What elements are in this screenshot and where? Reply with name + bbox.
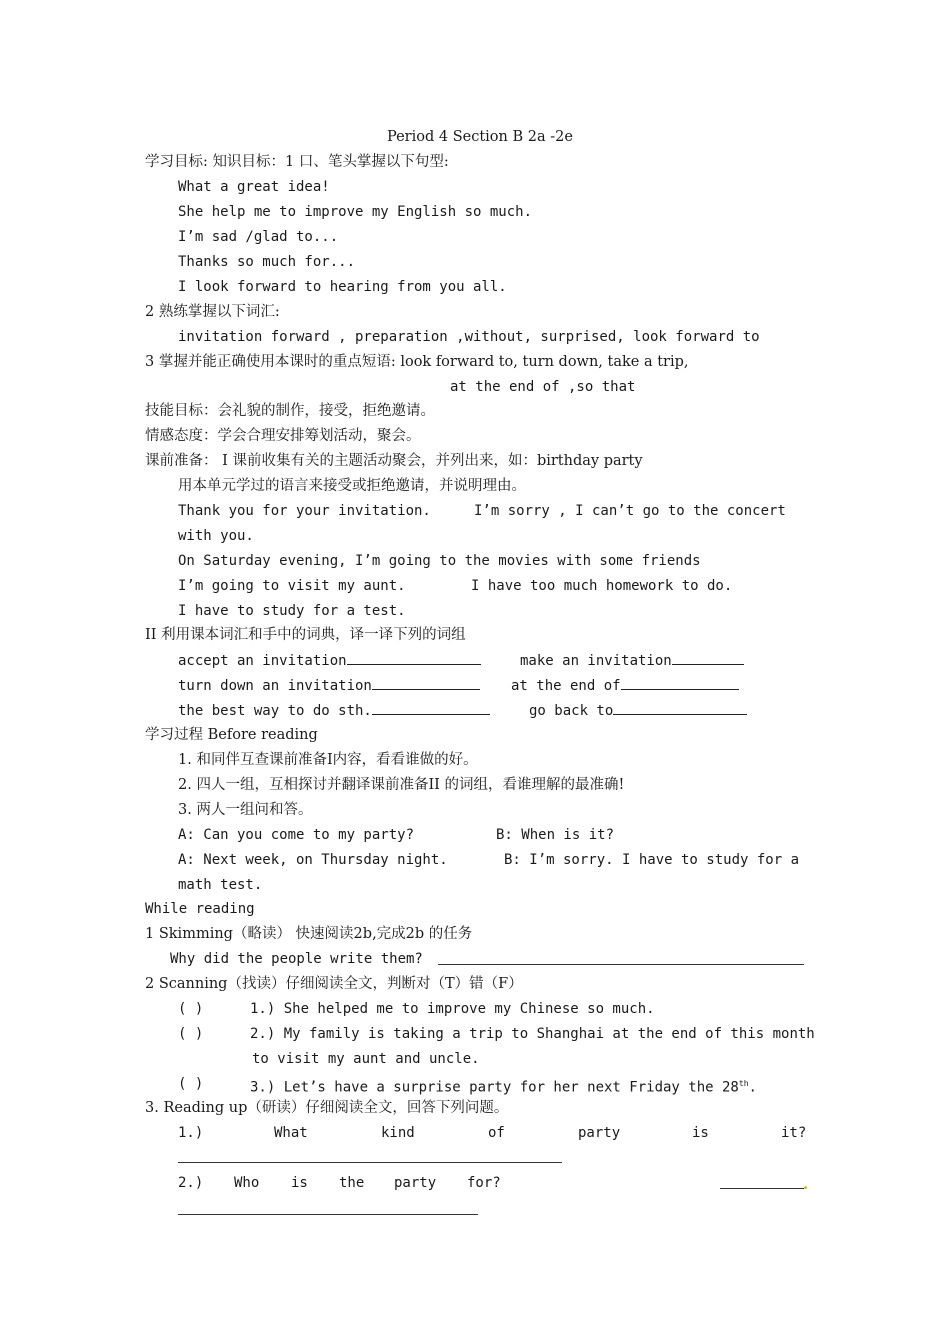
translate-item-text: the best way to do sth. xyxy=(178,703,372,719)
question-2-word: the xyxy=(339,1175,365,1191)
example-2: On Saturday evening, I’m going to the movies with some friends xyxy=(178,553,701,569)
sentence-1: What a great idea! xyxy=(178,179,330,195)
phrases-label: 3 掌握并能正确使用本课时的重点短语: look forward to, turn down, take a trip, xyxy=(145,354,689,370)
emotion-goal: 情感态度：学会合理安排筹划活动，聚会。 xyxy=(145,428,421,444)
translate-item-5 xyxy=(178,700,490,721)
answer-blank[interactable] xyxy=(613,700,747,715)
translate-item-text: make an invitation xyxy=(520,653,672,669)
translate-item-1 xyxy=(178,650,481,671)
answer-line[interactable] xyxy=(178,1214,478,1215)
sentence-5: I look forward to hearing from you all. xyxy=(178,279,507,295)
reading-up-task: 3. Reading up（研读）仔细阅读全文，回答下列问题。 xyxy=(145,1100,509,1116)
dialog-b2: B: I’m sorry. I have to study for a xyxy=(504,852,800,868)
tf-item-3 xyxy=(250,1074,757,1098)
translate-item-text: at the end of xyxy=(511,678,621,694)
dialog-a2: A: Next week, on Thursday night. xyxy=(178,852,448,868)
sentence-4: Thanks so much for... xyxy=(178,254,356,270)
translate-item-3 xyxy=(178,675,480,696)
answer-line[interactable] xyxy=(720,1188,804,1189)
translate-item-4 xyxy=(511,675,739,696)
ordinal-suffix: th xyxy=(738,1079,749,1088)
tf-paren-1[interactable]: ( ) xyxy=(178,1001,204,1017)
example-3b: I have too much homework to do. xyxy=(471,578,733,594)
process-step-1: 1. 和同伴互查课前准备I内容，看看谁做的好。 xyxy=(178,752,478,768)
example-3a: I’m going to visit my aunt. xyxy=(178,578,406,594)
skill-goal: 技能目标：会礼貌的制作，接受，拒绝邀请。 xyxy=(145,403,435,419)
answer-blank[interactable] xyxy=(621,675,739,690)
tf-item-1: 1.) She helped me to improve my Chinese so much. xyxy=(250,1001,655,1017)
question-1-word: is xyxy=(692,1125,709,1141)
process-step-2: 2. 四人一组，互相探讨并翻译课前准备II 的词组，看谁理解的最准确! xyxy=(178,777,625,793)
dialog-b2-cont: math test. xyxy=(178,877,263,893)
question-2-num: 2.) xyxy=(178,1175,204,1191)
while-reading-label: While reading xyxy=(145,901,255,917)
question-1-num: 1.) xyxy=(178,1125,204,1141)
tf-item-3-end: . xyxy=(748,1079,757,1096)
tf-paren-2[interactable]: ( ) xyxy=(178,1026,204,1042)
answer-blank[interactable] xyxy=(372,675,480,690)
translate-item-text: turn down an invitation xyxy=(178,678,372,694)
phrases-cont: at the end of ,so that xyxy=(450,379,636,395)
process-label: 学习过程 Before reading xyxy=(145,727,318,743)
translate-item-2 xyxy=(520,650,744,671)
tf-item-2-cont: to visit my aunt and uncle. xyxy=(252,1051,480,1067)
question-2-word: Who xyxy=(234,1175,260,1191)
question-1-word: kind xyxy=(381,1125,415,1141)
tf-item-3-text: 3.) Let’s have a surprise party for her next Friday the 28 xyxy=(250,1079,739,1096)
example-1a: Thank you for your invitation. xyxy=(178,503,431,519)
scanning-task: 2 Scanning（找读）仔细阅读全文，判断对（T）错（F） xyxy=(145,976,523,992)
sentence-2: She help me to improve my English so much. xyxy=(178,204,533,220)
question-2-word: for? xyxy=(467,1175,501,1191)
vocab-list: invitation forward , preparation ,without, surprised, look forward to xyxy=(178,329,760,345)
translate-item-text: accept an invitation xyxy=(178,653,347,669)
dialog-a1: A: Can you come to my party? xyxy=(178,827,415,843)
question-2-word: is xyxy=(291,1175,308,1191)
question-1-word: it? xyxy=(781,1125,807,1141)
process-step-3: 3. 两人一组问和答。 xyxy=(178,802,313,818)
translate-label: II 利用课本词汇和手中的词典，译一译下列的词组 xyxy=(145,627,466,643)
answer-blank[interactable] xyxy=(672,650,744,665)
answer-line[interactable] xyxy=(178,1162,562,1163)
tf-paren-3[interactable]: ( ) xyxy=(178,1076,204,1092)
translate-item-text: go back to xyxy=(529,703,614,719)
question-1-word: of xyxy=(488,1125,505,1141)
sentence-3: I’m sad /glad to... xyxy=(178,229,339,245)
tf-item-2: 2.) My family is taking a trip to Shanghai at the end of this month xyxy=(250,1026,815,1042)
preview-line2: 用本单元学过的语言来接受或拒绝邀请，并说明理由。 xyxy=(178,478,526,494)
page-title: Period 4 Section B 2a -2e xyxy=(387,129,573,145)
example-1b: I’m sorry , I can’t go to the concert xyxy=(474,503,786,519)
marker-dot: . xyxy=(803,1176,809,1193)
answer-blank[interactable] xyxy=(372,700,490,715)
example-1c: with you. xyxy=(178,528,254,544)
question-1-word: What xyxy=(274,1125,308,1141)
skimming-question: Why did the people write them? xyxy=(170,951,423,967)
answer-line[interactable] xyxy=(438,964,804,965)
question-2-word: party xyxy=(394,1175,437,1191)
vocab-label: 2 熟练掌握以下词汇: xyxy=(145,304,280,320)
answer-blank[interactable] xyxy=(347,650,481,665)
preview-label: 课前准备： I 课前收集有关的主题活动聚会，并列出来，如：birthday party xyxy=(145,453,643,469)
objectives-label: 学习目标: 知识目标：1 口、笔头掌握以下句型: xyxy=(145,154,449,170)
dialog-b1: B: When is it? xyxy=(496,827,615,843)
translate-item-6 xyxy=(529,700,747,721)
skimming-task: 1 Skimming（略读） 快速阅读2b,完成2b 的任务 xyxy=(145,926,473,942)
question-1-word: party xyxy=(578,1125,621,1141)
example-4: I have to study for a test. xyxy=(178,603,406,619)
